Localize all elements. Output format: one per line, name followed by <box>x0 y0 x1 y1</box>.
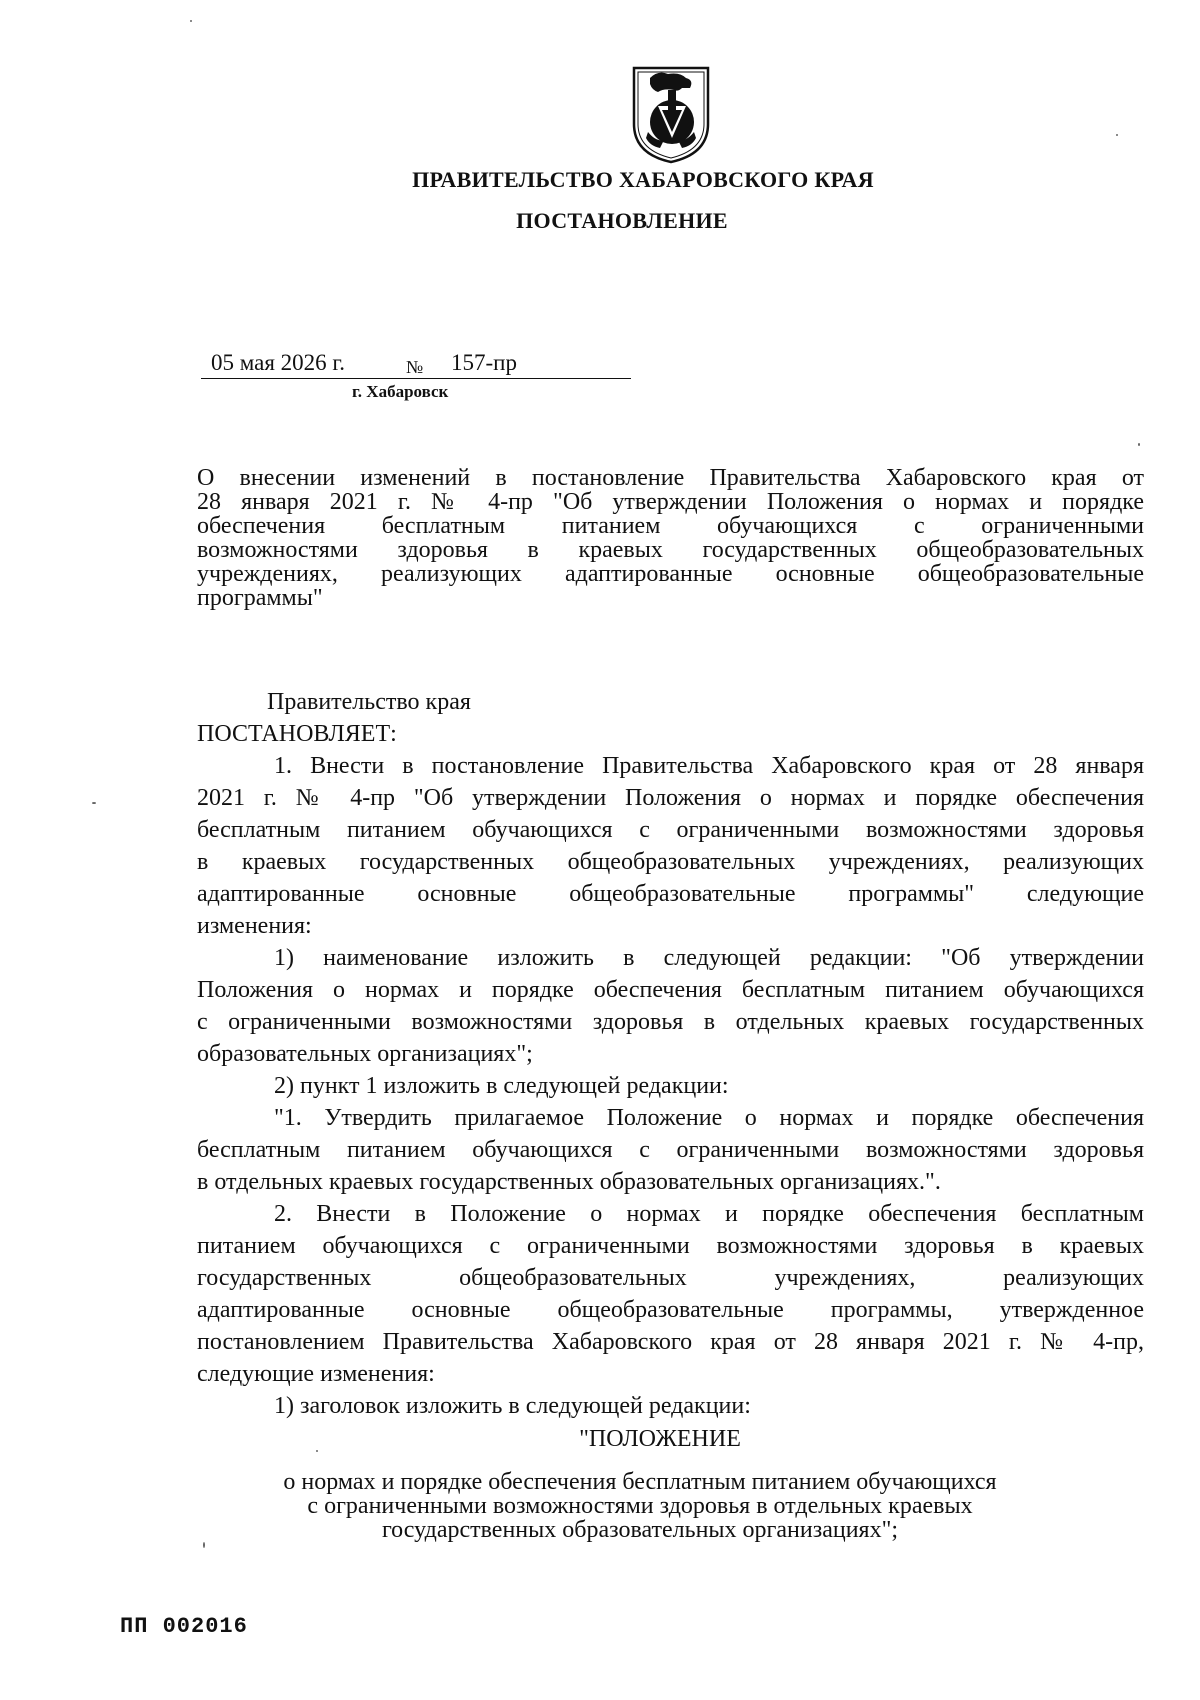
subject-line: программы" <box>197 585 323 611</box>
subject-line: учреждениях, реализующих адаптированные основные общеобразовательные <box>197 561 1144 587</box>
opening-line: Правительство края <box>267 689 471 715</box>
quoted-subtitle-line: с ограниченными возможностями здоровья в отдельных краевых <box>307 1493 973 1519</box>
scan-speck <box>92 802 96 804</box>
body-line: 2. Внести в Положение о нормах и порядке обеспечения бесплатным <box>274 1201 1144 1227</box>
government-title: ПРАВИТЕЛЬСТВО ХАБАРОВСКОГО КРАЯ <box>412 167 874 192</box>
body-line: следующие изменения: <box>197 1361 435 1387</box>
body-line: 2) пункт 1 изложить в следующей редакции: <box>274 1073 729 1099</box>
document-number: 157-пр <box>451 350 517 375</box>
document-body <box>197 686 1144 1422</box>
body-line: Положения о нормах и порядке обеспечения бесплатным питанием обучающихся <box>197 977 1144 1003</box>
body-line: бесплатным питанием обучающихся с ограниченными возможностями здоровья <box>197 1137 1144 1163</box>
scan-speck <box>1116 134 1118 136</box>
body-line: питанием обучающихся с ограниченными возможностями здоровья в краевых <box>197 1233 1144 1259</box>
number-sign: № <box>406 357 424 377</box>
body-line: 1) наименование изложить в следующей редакции: "Об утверждении <box>274 945 1144 971</box>
document-subject <box>197 466 1144 610</box>
quoted-subtitle <box>0 1470 1200 1542</box>
scan-speck <box>316 1450 318 1452</box>
body-line: 2021 г. № 4-пр "Об утверждении Положения о нормах и порядке обеспечения <box>197 785 1144 811</box>
scan-speck <box>203 1542 205 1548</box>
body-line: адаптированные основные общеобразовательные программы, утвержденное <box>197 1297 1144 1323</box>
quoted-subtitle-line: государственных образовательных организациях"; <box>381 1517 899 1543</box>
underline <box>201 378 631 379</box>
body-line: адаптированные основные общеобразовательные программы" следующие <box>197 881 1144 907</box>
coat-of-arms-icon <box>628 62 714 166</box>
quoted-title: "ПОЛОЖЕНИЕ <box>579 1426 741 1452</box>
form-serial-number: ПП 002016 <box>120 1614 248 1639</box>
scan-speck <box>190 20 192 22</box>
subject-line: возможностями здоровья в краевых государственных общеобразовательных <box>197 537 1144 563</box>
scan-speck <box>1138 443 1140 446</box>
subject-line: обеспечения бесплатным питанием обучающихся с ограниченными <box>197 513 1144 539</box>
subject-line: О внесении изменений в постановление Правительства Хабаровского края от <box>197 465 1144 491</box>
document-date: 05 мая 2026 г. <box>211 350 346 375</box>
body-line: бесплатным питанием обучающихся с ограниченными возможностями здоровья <box>197 817 1144 843</box>
body-line: изменения: <box>197 913 312 939</box>
body-line: "1. Утвердить прилагаемое Положение о нормах и порядке обеспечения <box>274 1105 1144 1131</box>
body-line: государственных общеобразовательных учреждениях, реализующих <box>197 1265 1144 1291</box>
body-line: образовательных организациях"; <box>197 1041 533 1067</box>
body-line: в отдельных краевых государственных образовательных организациях.". <box>197 1169 941 1195</box>
document-type-title: ПОСТАНОВЛЕНИЕ <box>516 208 728 233</box>
resolves-line: ПОСТАНОВЛЯЕТ: <box>197 721 397 747</box>
city-label: г. Хабаровск <box>352 382 449 401</box>
subject-line: 28 января 2021 г. № 4-пр "Об утверждении Положения о нормах и порядке <box>197 489 1144 515</box>
body-line: 1. Внести в постановление Правительства Хабаровского края от 28 января <box>274 753 1144 779</box>
body-line: в краевых государственных общеобразовательных учреждениях, реализующих <box>197 849 1144 875</box>
body-line: с ограниченными возможностями здоровья в отдельных краевых государственных <box>197 1009 1144 1035</box>
body-line: постановлением Правительства Хабаровского края от 28 января 2021 г. № 4-пр, <box>197 1329 1144 1355</box>
body-line: 1) заголовок изложить в следующей редакции: <box>274 1393 751 1419</box>
registration-line <box>201 350 631 379</box>
quoted-subtitle-line: о нормах и порядке обеспечения бесплатным питанием обучающихся <box>283 1469 997 1495</box>
